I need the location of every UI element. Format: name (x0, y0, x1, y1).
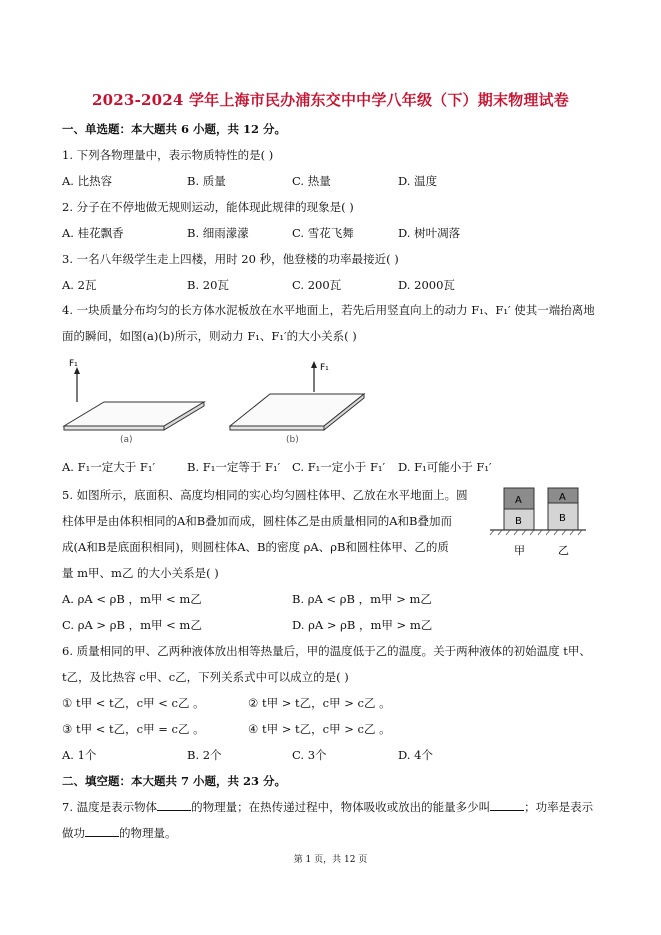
q7-text-3: ；功率是表示 (524, 800, 594, 814)
q1-option-c[interactable]: C. 热量 (292, 174, 331, 188)
q5-yi-label-a: A (559, 492, 566, 503)
page-footer: 第 1 页，共 12 页 (293, 855, 368, 865)
question-5-line3: 成(A和B是底面积相同)，则圆柱体A、B的密度 ρA、ρB和圆柱体甲、乙的质 (62, 540, 449, 554)
q5-label-jia: 甲 (514, 544, 525, 557)
question-7-line1 (62, 799, 593, 815)
q3-option-b[interactable]: B. 20瓦 (187, 278, 229, 292)
q1-option-a[interactable]: A. 比热容 (62, 174, 113, 188)
q4-fig-b-caption: (b) (286, 435, 299, 445)
q6-item-4: ④ t甲 > t乙，c甲 > c乙 。 (248, 722, 391, 736)
section-heading-fill-in: 二、填空题：本大题共 7 小题，共 23 分。 (62, 774, 287, 788)
q4-fig-a-force-label: F₁ (69, 359, 78, 369)
q5-ground-hatch (490, 530, 582, 535)
page-title: 2023-2024 学年上海市民办浦东交中中学八年级（下）期末物理试卷 (92, 91, 569, 109)
q6-option-d[interactable]: D. 4个 (398, 748, 433, 762)
q5-option-a[interactable]: A. ρA < ρB ，m甲 < m乙 (62, 592, 202, 606)
q5-option-c[interactable]: C. ρA > ρB ，m甲 < m乙 (62, 618, 202, 632)
q3-option-c[interactable]: C. 200瓦 (292, 278, 342, 292)
q6-item-3: ③ t甲 < t乙，c甲 = c乙 。 (62, 722, 205, 736)
q1-option-b[interactable]: B. 质量 (187, 174, 226, 188)
q4-fig-b-force-label: F₁ (320, 363, 329, 373)
q2-option-d[interactable]: D. 树叶凋落 (398, 226, 461, 240)
q7-blank-3[interactable] (85, 825, 119, 837)
q7-blank-2[interactable] (490, 799, 524, 811)
q2-option-b[interactable]: B. 细雨濛濛 (187, 226, 249, 240)
question-3-stem: 3. 一名八年级学生走上四楼，用时 20 秒，他登楼的功率最接近( ) (62, 252, 399, 266)
q6-option-c[interactable]: C. 3个 (292, 748, 327, 762)
q4-option-b[interactable]: B. F₁一定等于 F₁′ (187, 460, 281, 474)
q5-jia-label-b: B (515, 516, 522, 527)
q6-item-2: ② t甲 > t乙，c甲 > c乙 。 (248, 696, 391, 710)
q5-jia-label-a: A (515, 495, 522, 506)
q5-label-yi: 乙 (558, 544, 569, 557)
q7-blank-1[interactable] (157, 799, 191, 811)
q5-option-d[interactable]: D. ρA > ρB ，m甲 > m乙 (292, 618, 433, 632)
q3-option-a[interactable]: A. 2瓦 (62, 278, 97, 292)
q7-text-1: 7. 温度是表示物体 (62, 800, 158, 814)
question-5-line1: 5. 如图所示，底面积、高度均相同的实心均匀圆柱体甲、乙放在水平地面上。圆 (62, 488, 468, 502)
q4-figure (62, 350, 372, 450)
question-4-stem-line2: 面的瞬间，如图(a)(b)所示，则动力 F₁、F₁′的大小关系( ) (62, 329, 357, 343)
question-1-stem: 1. 下列各物理量中，表示物质特性的是( ) (62, 148, 274, 162)
q6-item-1: ① t甲 < t乙，c甲 < c乙 。 (62, 696, 205, 710)
q4-option-c[interactable]: C. F₁一定小于 F₁′ (292, 460, 386, 474)
q4-option-d[interactable]: D. F₁可能小于 F₁′ (398, 460, 492, 474)
q7-text-5: 的物理量。 (119, 826, 177, 840)
q7-text-2: 的物理量；在热传递过程中，物体吸收或放出的能量多少叫 (191, 800, 491, 814)
q4-fig-a-caption: (a) (120, 435, 133, 445)
q3-option-d[interactable]: D. 2000瓦 (398, 278, 455, 292)
question-2-stem: 2. 分子在不停地做无规则运动，能体现此规律的现象是( ) (62, 200, 354, 214)
section-heading-single-choice: 一、单选题：本大题共 6 小题，共 12 分。 (62, 122, 287, 136)
question-7-line2 (62, 825, 177, 841)
q1-option-d[interactable]: D. 温度 (398, 174, 438, 188)
q6-option-b[interactable]: B. 2个 (187, 748, 222, 762)
q4-figure-a (64, 359, 204, 445)
q4-option-a[interactable]: A. F₁一定大于 F₁′ (62, 460, 156, 474)
q5-yi-label-b: B (559, 513, 566, 524)
question-4-stem-line1: 4. 一块质量分布均匀的长方体水泥板放在水平地面上，若先后用竖直向上的动力 F₁、F₁′ 使其一端抬离地 (62, 303, 595, 317)
question-5-line4: 量 m甲、m乙 的大小关系是( ) (62, 566, 219, 580)
q5-figure (486, 484, 590, 560)
q2-option-c[interactable]: C. 雪花飞舞 (292, 226, 354, 240)
q5-option-b[interactable]: B. ρA < ρB ，m甲 > m乙 (292, 592, 432, 606)
q2-option-a[interactable]: A. 桂花飘香 (62, 226, 124, 240)
question-6-stem-line2: t乙，及比热容 c甲、c乙，下列关系式中可以成立的是( ) (62, 670, 349, 684)
q6-option-a[interactable]: A. 1个 (62, 748, 97, 762)
question-6-stem-line1: 6. 质量相同的甲、乙两种液体放出相等热量后，甲的温度低于乙的温度。关于两种液体的初始温度 t甲、 (62, 644, 591, 658)
question-5-line2: 柱体甲是由体积相同的A和B叠加而成，圆柱体乙是由质量相同的A和B叠加而 (62, 514, 453, 528)
q4-figure-b (230, 361, 364, 445)
q7-text-4: 做功 (62, 826, 85, 840)
